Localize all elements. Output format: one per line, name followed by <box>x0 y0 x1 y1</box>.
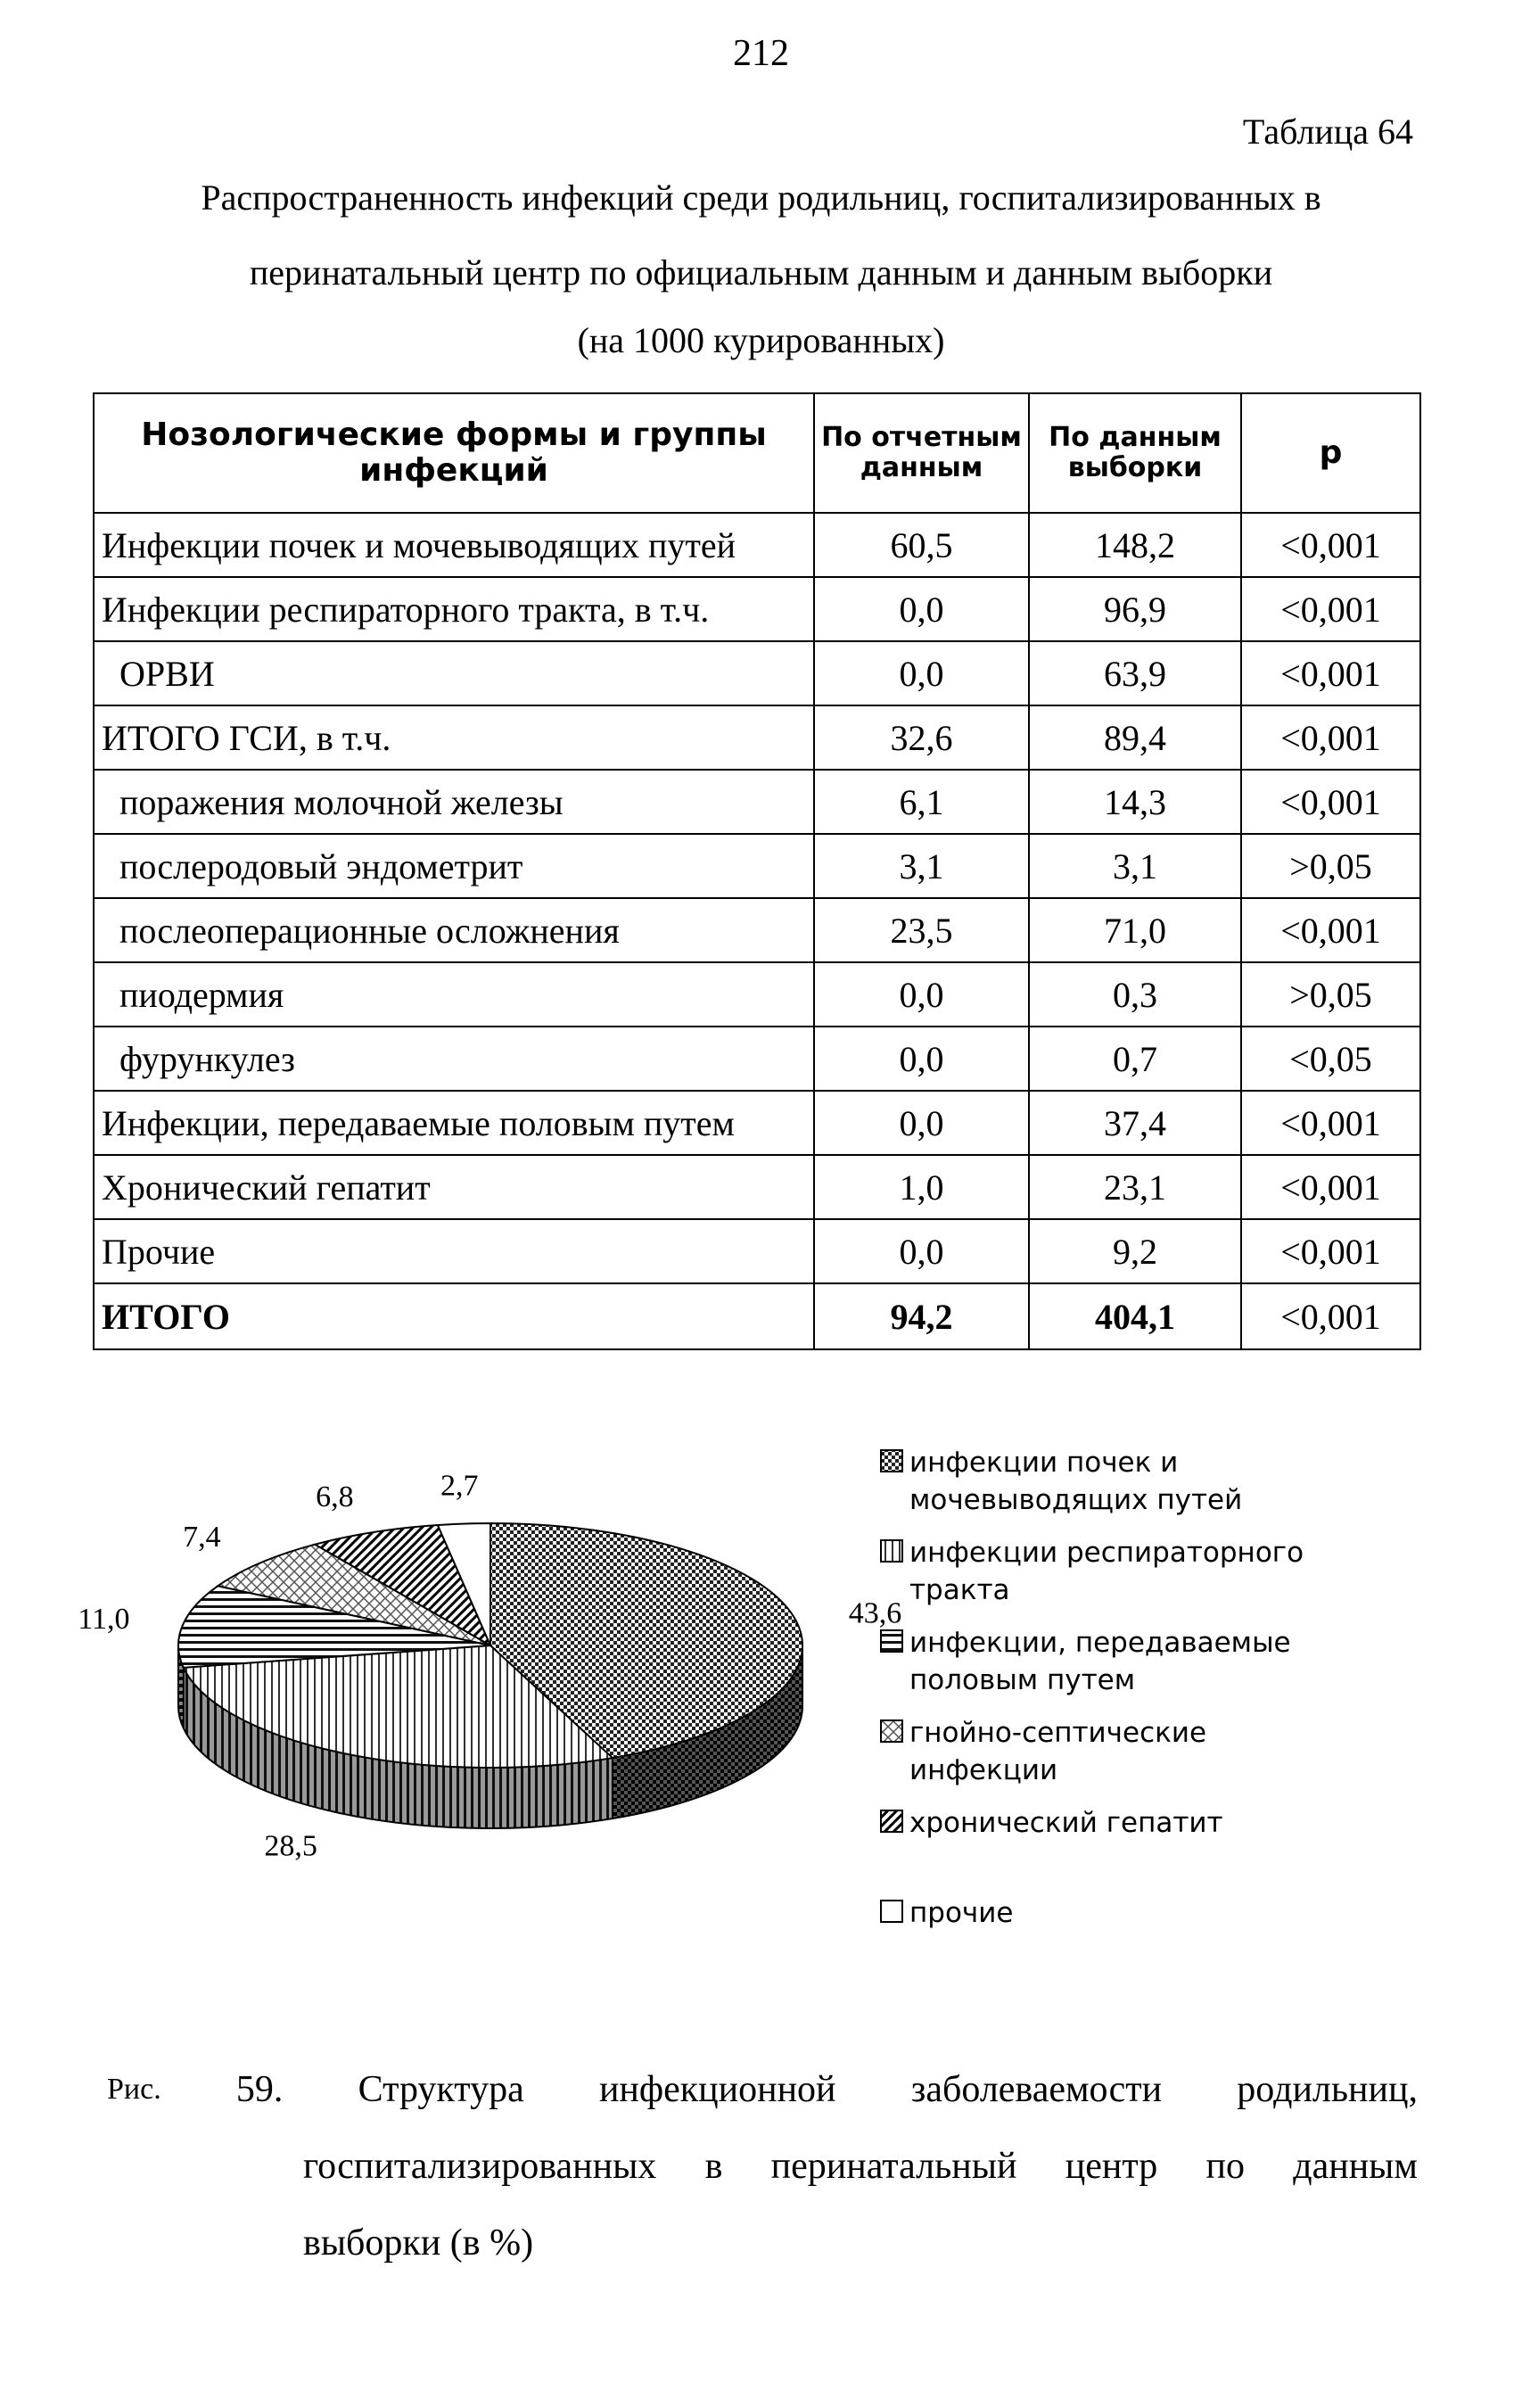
row-name: ОРВИ <box>94 641 814 705</box>
table-row <box>94 898 1420 962</box>
row-p: <0,001 <box>1241 705 1420 770</box>
row-p: >0,05 <box>1241 962 1420 1027</box>
pie-value-label: 28,5 <box>264 1829 317 1863</box>
legend-label: прочие <box>909 1897 1014 1929</box>
row-name: ИТОГО ГСИ, в т.ч. <box>94 705 814 770</box>
row-name: Инфекции респираторного тракта, в т.ч. <box>94 577 814 641</box>
caption-line-3: выборки (в %) <box>303 2222 534 2264</box>
caption-word: данным <box>1293 2146 1418 2187</box>
caption-number: 59. <box>235 2069 284 2110</box>
table-title-line-1: Распространенность инфекций среди родильниц, госпитализированных в <box>201 177 1321 218</box>
pie-value-label: 7,4 <box>183 1521 221 1554</box>
table-row <box>94 705 1420 770</box>
caption-line-2 <box>107 2128 1418 2205</box>
caption-word: родильниц, <box>1237 2069 1418 2110</box>
table-title-line-3: (на 1000 курированных) <box>577 320 945 360</box>
row-name: Хронический гепатит <box>94 1155 814 1219</box>
total-sample: 404,1 <box>1029 1283 1241 1349</box>
table-row <box>94 1027 1420 1091</box>
table-row <box>94 834 1420 898</box>
caption-prefix: Рис. <box>107 2073 161 2106</box>
caption-word: госпитализированных <box>303 2146 657 2187</box>
row-sample: 96,9 <box>1029 577 1241 641</box>
legend-label: гнойно-септические инфекции <box>909 1717 1207 1786</box>
row-name: пиодермия <box>94 962 814 1027</box>
row-p: <0,001 <box>1241 513 1420 577</box>
caption-word: Структура <box>358 2069 524 2110</box>
row-official: 0,0 <box>814 962 1029 1027</box>
total-official: 94,2 <box>814 1283 1029 1349</box>
row-sample: 89,4 <box>1029 705 1241 770</box>
table-row <box>94 513 1420 577</box>
row-sample: 9,2 <box>1029 1219 1241 1283</box>
infection-prevalence-table <box>93 392 1421 1350</box>
row-p: <0,001 <box>1241 898 1420 962</box>
pie-value-label: 2,7 <box>440 1469 479 1503</box>
row-sample: 3,1 <box>1029 834 1241 898</box>
legend-swatch <box>881 1720 902 1742</box>
total-name: ИТОГО <box>94 1283 814 1349</box>
row-sample: 63,9 <box>1029 641 1241 705</box>
legend-swatch <box>881 1540 902 1562</box>
table-row <box>94 1219 1420 1283</box>
pie-value-label: 6,8 <box>316 1480 354 1513</box>
row-official: 0,0 <box>814 1027 1029 1091</box>
table-total-row <box>94 1283 1420 1349</box>
row-sample: 14,3 <box>1029 770 1241 834</box>
legend-swatch <box>881 1810 902 1832</box>
infection-structure-pie-chart <box>78 1427 1391 1980</box>
table-label: Таблица 64 <box>1242 111 1413 152</box>
row-official: 0,0 <box>814 1091 1029 1155</box>
header-sample: По данным выборки <box>1029 393 1241 513</box>
legend-label: хронический гепатит <box>909 1807 1223 1839</box>
row-sample: 0,7 <box>1029 1027 1241 1091</box>
legend-label: инфекции почек и мочевыводящих путей <box>909 1447 1243 1516</box>
caption-word: перинатальный <box>770 2146 1017 2187</box>
row-name: Инфекции, передаваемые половым путем <box>94 1091 814 1155</box>
table-row <box>94 641 1420 705</box>
caption-word: инфекционной <box>598 2069 836 2110</box>
row-sample: 148,2 <box>1029 513 1241 577</box>
row-sample: 71,0 <box>1029 898 1241 962</box>
legend-swatch <box>881 1901 902 1922</box>
legend-label: инфекции респираторного тракта <box>909 1537 1304 1606</box>
row-official: 32,6 <box>814 705 1029 770</box>
table-row <box>94 770 1420 834</box>
header-official: По отчетным данным <box>814 393 1029 513</box>
table-row <box>94 962 1420 1027</box>
row-official: 0,0 <box>814 641 1029 705</box>
pie-value-label: 11,0 <box>78 1602 130 1636</box>
row-p: <0,001 <box>1241 770 1420 834</box>
table-row <box>94 1155 1420 1219</box>
legend-label: инфекции, передаваемые половым путем <box>909 1627 1291 1696</box>
pie-value-label: 43,6 <box>848 1596 902 1630</box>
row-p: <0,001 <box>1241 1155 1420 1219</box>
row-p: <0,001 <box>1241 641 1420 705</box>
caption-line-1 <box>107 2051 1418 2128</box>
pie-slices <box>178 1523 802 1768</box>
row-name: послеоперационные осложнения <box>94 898 814 962</box>
row-p: <0,05 <box>1241 1027 1420 1091</box>
row-official: 0,0 <box>814 577 1029 641</box>
row-name: фурункулез <box>94 1027 814 1091</box>
table-row <box>94 1091 1420 1155</box>
total-p: <0,001 <box>1241 1283 1420 1349</box>
header-p: p <box>1241 393 1420 513</box>
legend-swatch <box>881 1450 902 1472</box>
row-name: Инфекции почек и мочевыводящих путей <box>94 513 814 577</box>
row-p: <0,001 <box>1241 1219 1420 1283</box>
header-nosology: Нозологические формы и группы инфекций <box>94 393 814 513</box>
row-name: послеродовый эндометрит <box>94 834 814 898</box>
legend-swatch <box>881 1630 902 1652</box>
figure-caption <box>107 2051 1418 2281</box>
row-sample: 37,4 <box>1029 1091 1241 1155</box>
table-row <box>94 577 1420 641</box>
row-p: <0,001 <box>1241 1091 1420 1155</box>
caption-word: по <box>1205 2146 1245 2187</box>
chart-legend <box>881 1447 1304 1929</box>
table-title-line-2: перинатальный центр по официальным данным и данным выборки <box>249 252 1273 293</box>
row-sample: 23,1 <box>1029 1155 1241 1219</box>
row-official: 3,1 <box>814 834 1029 898</box>
caption-word: в <box>704 2146 723 2187</box>
row-official: 1,0 <box>814 1155 1029 1219</box>
row-name: поражения молочной железы <box>94 770 814 834</box>
row-official: 23,5 <box>814 898 1029 962</box>
row-official: 60,5 <box>814 513 1029 577</box>
row-p: >0,05 <box>1241 834 1420 898</box>
table-header-row <box>94 393 1420 513</box>
row-sample: 0,3 <box>1029 962 1241 1027</box>
row-p: <0,001 <box>1241 577 1420 641</box>
caption-word: центр <box>1065 2146 1158 2187</box>
row-official: 6,1 <box>814 770 1029 834</box>
caption-word: заболеваемости <box>910 2069 1163 2110</box>
page-number: 212 <box>733 33 789 74</box>
row-official: 0,0 <box>814 1219 1029 1283</box>
row-name: Прочие <box>94 1219 814 1283</box>
